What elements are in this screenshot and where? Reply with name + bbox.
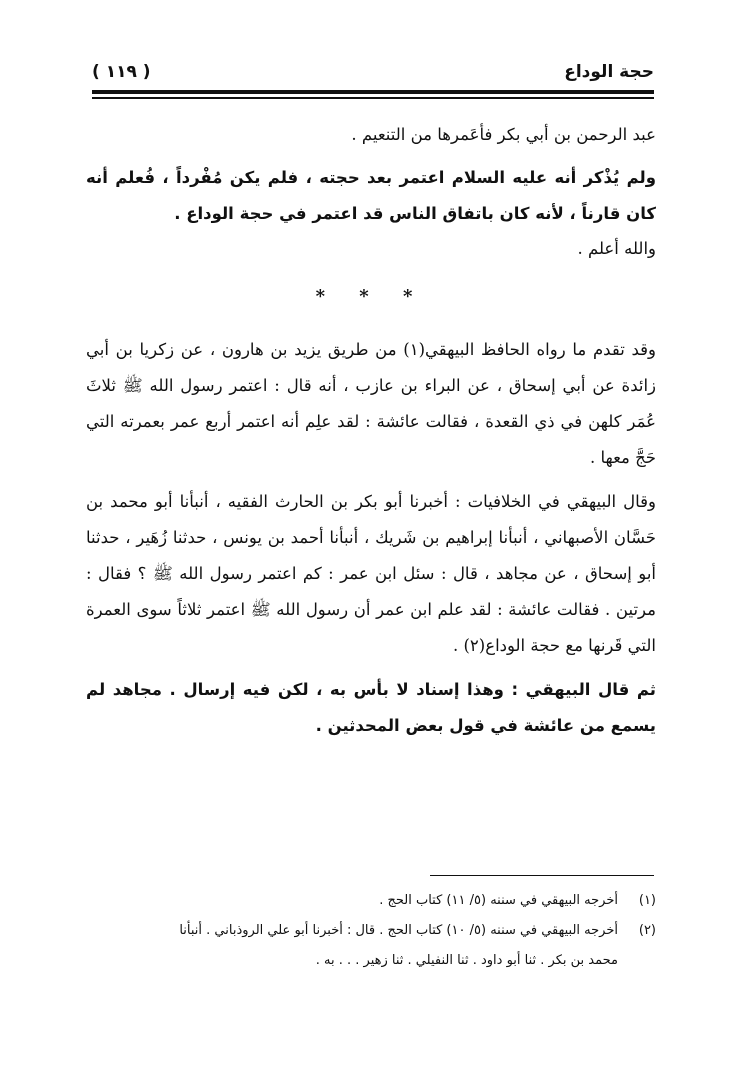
- section-separator: * * *: [315, 286, 427, 307]
- footnote: [92, 916, 656, 946]
- paragraph: عبد الرحمن بن أبي بكر فأعَمرها من التنعيم .: [351, 125, 656, 144]
- footnote: [92, 886, 656, 916]
- header-rule-thin: [92, 97, 654, 99]
- footnote-number: (١): [638, 893, 656, 908]
- footnote-text: أخرجه البيهقي في سننه (٥/ ١١) كتاب الحج .: [379, 893, 618, 908]
- main-text: [86, 118, 656, 744]
- paragraph: وقد تقدم ما رواه الحافظ البيهقي(١) من طريق يزيد بن هارون ، عن زكريا بن أبي زائدة عن أبي إسحاق ، عن البراء بن عازب ، أنه قال : اعتمر رسول الله ﷺ ثلاثَ عُمَر كلهن في ذي القعدة ، فقالت عائشة : لقد علِم أنه اعتمر أربع عمر بعمرته التي حَجَّ معها .: [86, 340, 657, 467]
- paragraph: والله أعلم .: [577, 239, 656, 258]
- footnote-rule: [430, 875, 654, 876]
- header-rule-thick: [92, 90, 654, 94]
- footnote-continuation: محمد بن بكر . ثنا أبو داود . ثنا النفيلي . ثنا زهير . . . به .: [315, 953, 618, 968]
- running-title: حجة الوداع: [564, 62, 654, 82]
- footnote-text: أخرجه البيهقي في سننه (٥/ ١٠) كتاب الحج . قال : أخبرنا أبو علي الروذباني . أنبأنا: [179, 923, 618, 938]
- page-header: [92, 62, 654, 86]
- footnotes: [92, 886, 656, 976]
- paragraph-bold: ولم يُذْكر أنه عليه السلام اعتمر بعد حجته ، فلم يكن مُفْرداً ، فُعلم أنه كان قارناً ، لأنه كان باتفاق الناس قد اعتمر في حجة الوداع .: [86, 168, 656, 223]
- paragraph: وقال البيهقي في الخلافيات : أخبرنا أبو بكر بن الحارث الفقيه ، أنبأنا أبو محمد بن حَسَّان الأصبهاني ، أنبأنا إبراهيم بن شَريك ، أنبأنا أحمد بن يونس ، حدثنا زُهَير ، حدثنا أبو إسحاق ، عن مجاهد ، قال : سئل ابن عمر : كم اعتمر رسول الله ﷺ ؟ فقال : مرتين . فقالت عائشة : لقد علم ابن عمر أن رسول الله ﷺ اعتمر ثلاثاً سوى العمرة التي قَرنها مع حجة الوداع(٢) .: [86, 492, 656, 655]
- footnote-number: (٢): [638, 923, 656, 938]
- paragraph-bold: ثم قال البيهقي : وهذا إسناد لا بأس به ، لكن فيه إرسال . مجاهد لم يسمع من عائشة في قول بعض المحدثين .: [86, 680, 656, 735]
- page-number: ( ١١٩ ): [92, 62, 151, 82]
